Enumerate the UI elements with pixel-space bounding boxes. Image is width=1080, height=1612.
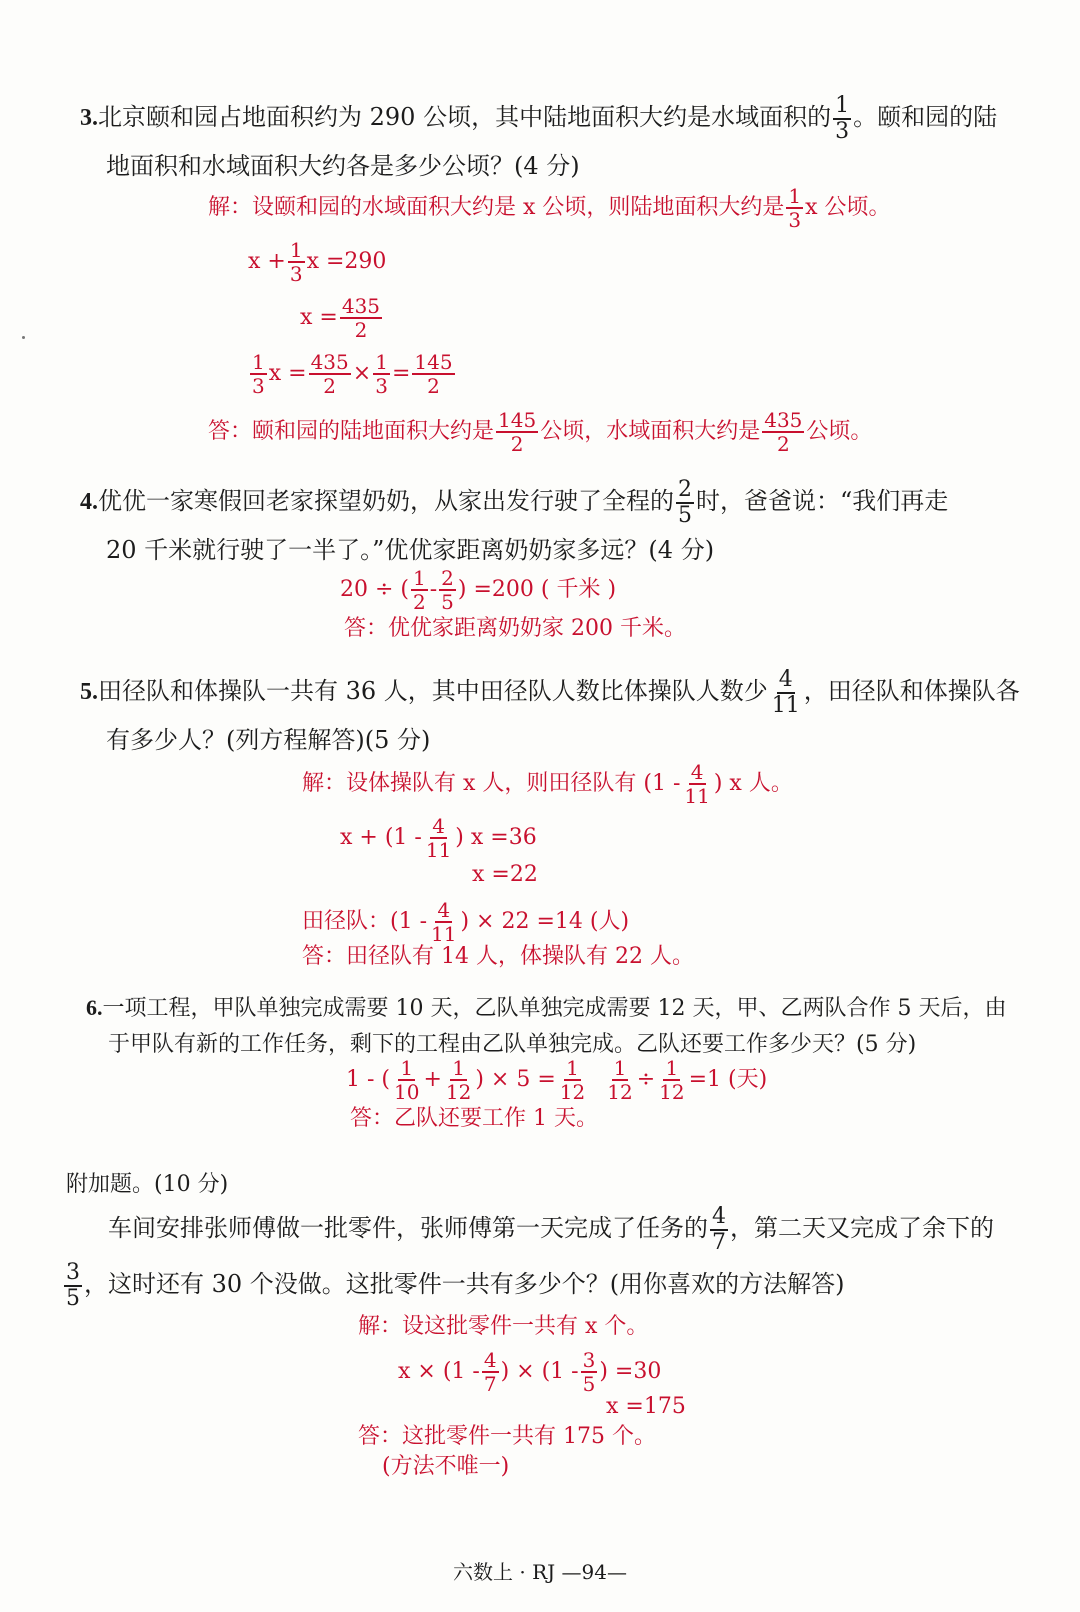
scan-speck xyxy=(22,336,25,339)
question-text: 有多少人？(列方程解答)(5 分) xyxy=(106,725,431,754)
question-text: 20 千米就行驶了一半了。”优优家距离奶奶家多远？(4 分) xyxy=(106,535,715,564)
question-text: 时，爸爸说：“我们再走 xyxy=(696,487,949,515)
question-4 xyxy=(0,478,1080,573)
answer-line: 答：优优家距离奶奶家 200 千米。 xyxy=(344,616,686,641)
answer-line: 答：田径队有 14 人，体操队有 22 人。 xyxy=(302,944,694,969)
question-text: 。颐和园的陆 xyxy=(853,103,998,131)
page-footer: 六数上 · RJ —94— xyxy=(453,1560,627,1584)
question-text: 地面积和水域面积大约各是多少公顷？(4 分) xyxy=(106,151,580,180)
question-number: 4. xyxy=(80,489,98,515)
answer-line: 答：这批零件一共有 175 个。 xyxy=(358,1424,656,1449)
question-5 xyxy=(0,668,1080,763)
answer-line: 答：乙队还要工作 1 天。 xyxy=(350,1106,598,1131)
equation-line: x = $\frac{435}{2}$ xyxy=(300,294,381,342)
question-number: 5. xyxy=(80,679,98,705)
equation-line: x =175 xyxy=(606,1394,686,1419)
fraction: $\frac{1}{3}$ xyxy=(835,92,850,144)
method-note: (方法不唯一) xyxy=(382,1454,510,1479)
question-text: 北京颐和园占地面积约为 290 公顷，其中陆地面积大约是水域面积的 xyxy=(98,103,832,131)
equation-line: x × (1 - $\frac{4}{7}$ ) × (1 - $\frac{3}{5}$ ) =30 xyxy=(398,1348,662,1396)
question-text: ，田径队和体操队各 xyxy=(803,677,1020,705)
fraction: $\frac{4}{11}$ xyxy=(771,666,800,718)
question-text: 一项工程，甲队单独完成需要 10 天，乙队单独完成需要 12 天，甲、乙两队合作 5 天后，由 xyxy=(102,996,1007,1021)
solution-setup: 解：设颐和园的水域面积大约是 x 公顷，则陆地面积大约是 $\frac{1}{3}$ x 公顷。 xyxy=(208,184,891,232)
equation-line: 20 ÷ ( $\frac{1}{2}$ - $\frac{2}{5}$ ) =200 ( 千米 ) xyxy=(340,566,617,614)
bonus-heading: 附加题。(10 分) xyxy=(66,1172,229,1197)
question-text: 于甲队有新的工作任务，剩下的工程由乙队单独完成。乙队还要工作多少天？(5 分) xyxy=(108,1032,917,1057)
bonus-question-text: 车间安排张师傅做一批零件，张师傅第一天完成了任务的 $\frac{4}{7}$ ，第二天又完成了余下的 $\frac{3}{5}$ ，这时还有 30 个没做。这批零件一共有多少个？(用你喜欢的方法解答) xyxy=(66,1203,994,1311)
fraction: $\frac{4}{7}$ xyxy=(712,1203,726,1255)
answer-line: 答：颐和园的陆地面积大约是 $\frac{145}{2}$ 公顷，水域面积大约是 $\frac{435}{2}$ 公顷。 xyxy=(208,408,873,456)
equation-line: x =22 xyxy=(472,862,538,887)
question-text: 田径队和体操队一共有 36 人，其中田径队人数比体操队人数少 xyxy=(98,677,768,705)
question-text: 优优一家寒假回老家探望奶奶，从家出发行驶了全程的 xyxy=(98,487,674,515)
question-6 xyxy=(0,990,1080,1063)
equation-line: 田径队：(1 - $\frac{4}{11}$ ) × 22 =14 (人) xyxy=(302,898,630,946)
question-3 xyxy=(0,94,1080,189)
solution-setup: 解：设这批零件一共有 x 个。 xyxy=(358,1314,649,1339)
equation-line: $\frac{1}{3}$ x = $\frac{435}{2}$ × $\frac{1}{3}$ = $\frac{145}{2}$ xyxy=(252,350,453,398)
equation-line: x + (1 - $\frac{4}{11}$ ) x =36 xyxy=(340,814,537,862)
question-number: 6. xyxy=(86,995,103,1020)
fraction: $\frac{3}{5}$ xyxy=(66,1259,80,1311)
equation-line: x + $\frac{1}{3}$ x =290 xyxy=(248,238,387,286)
solution-setup: 解：设体操队有 x 人，则田径队有 (1 - $\frac{4}{11}$ ) x 人。 xyxy=(302,760,793,808)
equation-line: 1 - ( $\frac{1}{10}$ + $\frac{1}{12}$ ) × 5 = $\frac{1}{12}$ $\frac{1}{12}$ ÷ $\frac{1}{12}$ =1 (天) xyxy=(346,1056,768,1104)
fraction: $\frac{2}{5}$ xyxy=(678,476,692,528)
question-number: 3. xyxy=(80,105,98,131)
